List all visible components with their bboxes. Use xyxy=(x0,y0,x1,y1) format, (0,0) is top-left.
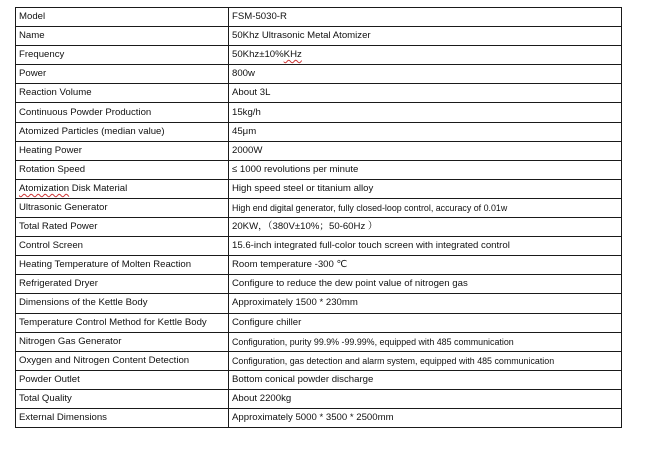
table-row xyxy=(16,160,622,179)
row-value: Approximately 1500 * 230mm xyxy=(229,294,622,313)
table-row xyxy=(16,198,622,217)
row-label: Heating Temperature of Molten Reaction xyxy=(16,256,229,275)
row-label: Temperature Control Method for Kettle Body xyxy=(16,313,229,332)
row-value: Configure to reduce the dew point value of nitrogen gas xyxy=(229,275,622,294)
row-value: Approximately 5000 * 3500 * 2500mm xyxy=(229,408,622,427)
table-row xyxy=(16,27,622,46)
row-value: 800w xyxy=(229,65,622,84)
table-row xyxy=(16,179,622,198)
row-label: Heating Power xyxy=(16,141,229,160)
table-row xyxy=(16,122,622,141)
row-value: Configuration, purity 99.9% -99.99%, equipped with 485 communication xyxy=(229,332,622,351)
row-label: Continuous Powder Production xyxy=(16,103,229,122)
table-row xyxy=(16,237,622,256)
row-label: Total Quality xyxy=(16,389,229,408)
spec-table xyxy=(15,7,622,428)
row-label: Total Rated Power xyxy=(16,218,229,237)
table-row xyxy=(16,8,622,27)
row-value: 20KW，（380V±10%；50-60Hz ） xyxy=(229,218,622,237)
row-label: Rotation Speed xyxy=(16,160,229,179)
row-value: Configuration, gas detection and alarm system, equipped with 485 communication xyxy=(229,351,622,370)
table-row xyxy=(16,256,622,275)
row-value: ≤ 1000 revolutions per minute xyxy=(229,160,622,179)
table-row xyxy=(16,84,622,103)
row-label: Dimensions of the Kettle Body xyxy=(16,294,229,313)
label-text: Disk Material xyxy=(69,182,128,194)
row-label: Control Screen xyxy=(16,237,229,256)
row-label: Reaction Volume xyxy=(16,84,229,103)
row-value: High speed steel or titanium alloy xyxy=(229,179,622,198)
row-value: 15.6-inch integrated full-color touch screen with integrated control xyxy=(229,237,622,256)
row-value: About 2200kg xyxy=(229,389,622,408)
table-row xyxy=(16,408,622,427)
table-row xyxy=(16,389,622,408)
row-label: Model xyxy=(16,8,229,27)
table-row xyxy=(16,294,622,313)
row-label: Power xyxy=(16,65,229,84)
row-value: 2000W xyxy=(229,141,622,160)
table-row xyxy=(16,103,622,122)
row-label: Ultrasonic Generator xyxy=(16,198,229,217)
table-row xyxy=(16,65,622,84)
row-label: Frequency xyxy=(16,46,229,65)
spellcheck-marked-text: Atomization xyxy=(19,182,70,194)
table-row xyxy=(16,275,622,294)
row-label: Name xyxy=(16,27,229,46)
row-label: Powder Outlet xyxy=(16,370,229,389)
row-value: Room temperature -300 ℃ xyxy=(229,256,622,275)
row-value: Configure chiller xyxy=(229,313,622,332)
table-row xyxy=(16,370,622,389)
spellcheck-marked-text: KHz xyxy=(283,49,302,61)
row-label: Oxygen and Nitrogen Content Detection xyxy=(16,351,229,370)
row-value: Bottom conical powder discharge xyxy=(229,370,622,389)
value-text: 50Khz±10% xyxy=(232,49,284,61)
table-row xyxy=(16,351,622,370)
row-value: 50Khz Ultrasonic Metal Atomizer xyxy=(229,27,622,46)
table-row xyxy=(16,218,622,237)
row-value: High end digital generator, fully closed-loop control, accuracy of 0.01w xyxy=(229,198,622,217)
row-value: 15kg/h xyxy=(229,103,622,122)
row-label: External Dimensions xyxy=(16,408,229,427)
table-row xyxy=(16,332,622,351)
row-label: Nitrogen Gas Generator xyxy=(16,332,229,351)
row-value xyxy=(229,46,622,65)
row-value: FSM-5030-R xyxy=(229,8,622,27)
row-label: Refrigerated Dryer xyxy=(16,275,229,294)
row-label: Atomized Particles (median value) xyxy=(16,122,229,141)
row-value: About 3L xyxy=(229,84,622,103)
table-row xyxy=(16,141,622,160)
row-label xyxy=(16,179,229,198)
table-row xyxy=(16,46,622,65)
table-row xyxy=(16,313,622,332)
row-value: 45μm xyxy=(229,122,622,141)
